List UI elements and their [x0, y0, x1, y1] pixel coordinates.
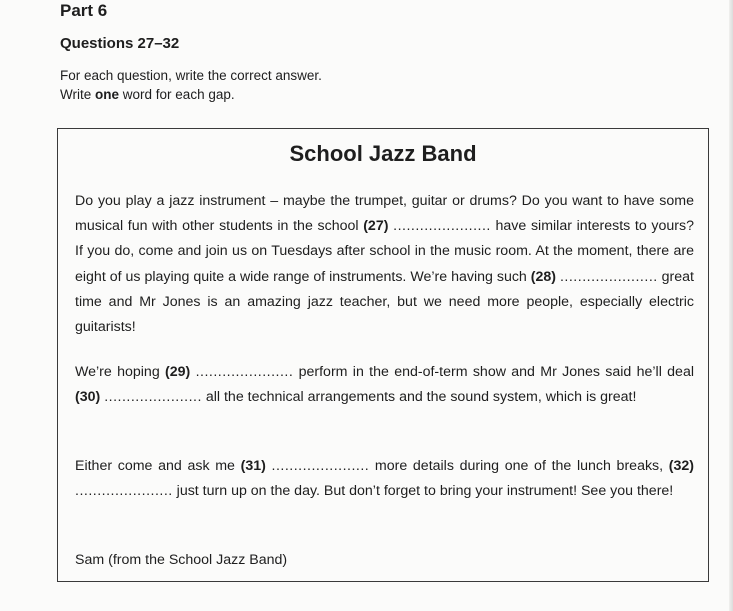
passage-paragraph-2 [75, 360, 694, 410]
gap-30-blank[interactable]: ...................... [104, 389, 202, 406]
instruction-text: Write [60, 87, 96, 102]
passage-title: School Jazz Band [289, 141, 477, 166]
paragraph-text: Either come and ask me [75, 458, 241, 474]
passage-paragraph-1 [75, 189, 694, 340]
questions-heading: Questions 27–32 [60, 35, 180, 52]
passage-box [57, 128, 709, 582]
gap-32-number: (32) [668, 458, 694, 474]
paragraph-text: more details during one of the lunch breaks, [369, 458, 669, 474]
paragraph-text: have similar interests to yours? If you do, come and join us on Tuesdays after school in the music room. At the moment, there are eight of us playing quite a wide range of instruments. We’re having such [75, 218, 695, 285]
paragraph-text: Do you play a jazz instrument – maybe the trumpet, guitar or drums? Do you want to have some musical fun with other students in the school [75, 193, 694, 235]
instruction-text: word for each gap. [119, 87, 235, 102]
instructions [60, 66, 322, 104]
part-heading: Part 6 [60, 1, 108, 20]
gap-31-blank[interactable]: ...................... [271, 458, 370, 474]
gap-29-number: (29) [165, 364, 191, 380]
instruction-emphasis: one [95, 87, 120, 102]
gap-28-blank[interactable]: ...................... [559, 268, 658, 285]
page-edge-shadow [729, 0, 733, 611]
gap-28-number: (28) [530, 268, 557, 285]
paragraph-text: We’re hoping [75, 364, 166, 380]
passage-signature: Sam (from the School Jazz Band) [75, 552, 288, 568]
instruction-line-2 [60, 85, 322, 104]
paragraph-text: all the technical arrangements and the sound system, which is great! [201, 389, 637, 406]
gap-27-number: (27) [363, 218, 389, 235]
gap-29-blank[interactable]: ...................... [195, 364, 294, 380]
instruction-line-1: For each question, write the correct answer. [60, 68, 322, 83]
gap-30-number: (30) [75, 389, 101, 406]
gap-32-blank[interactable]: ...................... [75, 483, 173, 500]
paragraph-text: just turn up on the day. But don’t forget to bring your instrument! See you there! [172, 483, 674, 500]
paragraph-text: great time and Mr Jones is an amazing jazz teacher, but we need more people, especially electric guitarists! [75, 268, 694, 336]
paragraph-text: perform in the end-of-term show and Mr Jones said he’ll deal [293, 364, 694, 380]
passage-paragraph-3 [75, 454, 694, 504]
gap-31-number: (31) [240, 458, 266, 474]
gap-27-blank[interactable]: ...................... [393, 218, 491, 235]
